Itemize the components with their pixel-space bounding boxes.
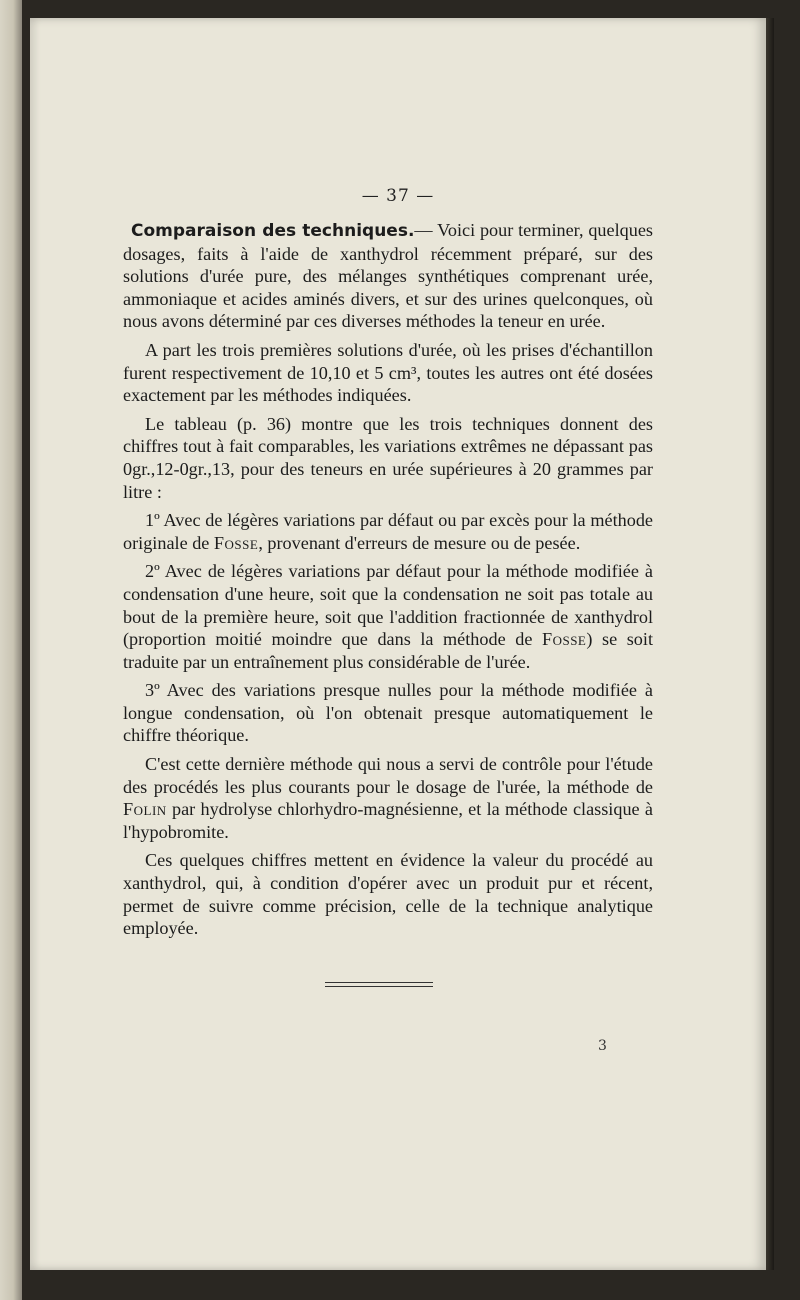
paragraph-1 [123, 219, 653, 333]
paragraph-7-text-b: par hydrolyse chlorhydro-magnésienne, et la méthode classique à l'hypobromite. [123, 799, 653, 842]
paragraph-7 [123, 753, 653, 843]
end-rule [325, 982, 433, 987]
paragraph-5-text-a: 2º Avec de légères variations par défaut pour la méthode modifiée à condensation d'une heure, soit que la condensation ne soit pas totale au bout de la première heure, soit que l'addition fractionnée de xanthydrol (proportion moitié moindre que dans la méthode de [123, 561, 653, 650]
book-right-edge [766, 18, 774, 1270]
author-name-fosse: Fosse [213, 532, 259, 553]
book-page [30, 18, 766, 1270]
paragraph-3: Le tableau (p. 36) montre que les trois techniques donnent des chiffres tout à fait comparables, les variations extrêmes ne dépassant pas 0gr.,12-0gr.,13, pour des teneurs en urée supérieures à 20 grammes par litre : [123, 413, 653, 502]
paragraph-5-text-b: ) se soit traduite par un entraînement plus considérable de l'urée. [123, 629, 653, 672]
signature-mark: 3 [598, 1038, 607, 1054]
paragraph-4-text-a: 1º Avec de légères variations par défaut ou par excès pour la méthode originale de [123, 510, 653, 553]
paragraph-6: 3º Avec des variations presque nulles pour la méthode modifiée à longue condensation, où l'on obtenait presque automatiquement le chiffre théorique. [123, 680, 653, 746]
book-left-edge [0, 0, 22, 1300]
paragraph-7-text-a: C'est cette dernière méthode qui nous a servi de contrôle pour l'étude des procédés les plus courants pour le dosage de l'urée, la méthode de [123, 754, 653, 797]
paragraph-8: Ces quelques chiffres mettent en évidence la valeur du procédé au xanthydrol, qui, à condition d'opérer avec un produit pur et récent, permet de suivre comme précision, celle de la technique analytique employée. [123, 850, 653, 939]
author-name-fosse-2: Fosse [541, 629, 587, 650]
paragraph-1-text: — Voici pour terminer, quelques dosages, faits à l'aide de xanthydrol récemment préparé, sur des solutions d'urée pure, des mélanges synthétiques comprenant urée, ammoniaque et acides aminés divers, et sur des urines quelconques, où nous avons déterminé par ces diverses méthodes la teneur en urée. [123, 220, 653, 332]
paragraph-2: A part les trois premières solutions d'urée, où les prises d'échantillon furent respectivement de 10,10 et 5 cm³, toutes les autres ont été dosées exactement par les méthodes indiquées. [123, 339, 653, 406]
author-name-folin: Folin [123, 799, 167, 820]
page-body [123, 219, 653, 946]
section-title: Comparaison des techniques. [131, 221, 415, 241]
paragraph-5 [123, 560, 653, 673]
paragraph-4 [123, 509, 653, 554]
page-number: — 37 — [361, 186, 435, 206]
paragraph-4-text-b: , provenant d'erreurs de mesure ou de pesée. [258, 532, 581, 553]
